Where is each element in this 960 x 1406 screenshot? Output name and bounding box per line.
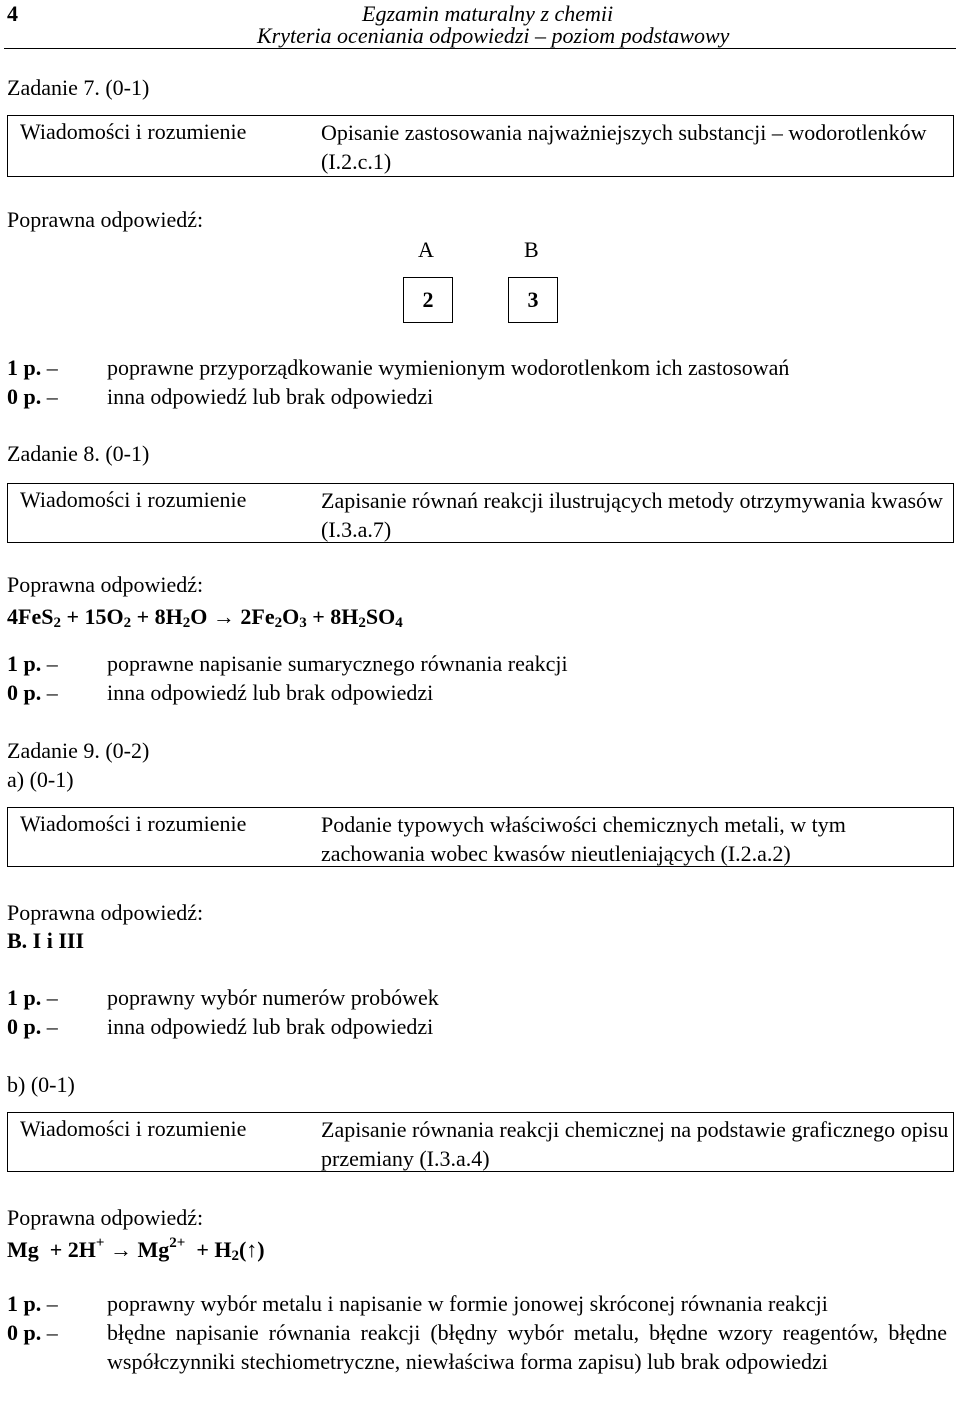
task-9b-desc: Zapisanie równania reakcji chemicznej na podstawie graficznego opisu przemiany (I.3.a.4) bbox=[321, 1117, 949, 1171]
task-7-answer-a-value: 2 bbox=[422, 286, 434, 312]
task-9b-equation: $Mg + 2H^+ \to Mg^{2+}$ + $H_2(↑)$ bbox=[7, 1235, 265, 1264]
task-8-equation: $4FeS_2 + 15O_2 + 8H_2O \to 2Fe_2O_3 + 8H_2SO_4$ bbox=[7, 604, 403, 631]
task-9a-desc: Podanie typowych właściwości chemicznych metali, w tym zachowania wobec kwasów nieutleniających (I.2.a.2) bbox=[321, 812, 846, 866]
task-8-title: Zadanie 8. (0-1) bbox=[7, 441, 150, 466]
task-7-col-a: A bbox=[418, 237, 434, 262]
task-7-desc: Opisanie zastosowania najważniejszych substancji – wodorotlenków (I.2.c.1) bbox=[321, 120, 927, 174]
score-text: inna odpowiedź lub brak odpowiedzi bbox=[107, 1014, 434, 1039]
reaction-arrow: → bbox=[109, 1237, 132, 1262]
task-7-answer-b bbox=[508, 277, 558, 323]
task-9a-score-0: 0 p. – inna odpowiedź lub brak odpowiedzi bbox=[7, 1014, 434, 1039]
task-9-title: Zadanie 9. (0-2) bbox=[7, 738, 150, 763]
score-label: 0 p. bbox=[7, 384, 42, 409]
page-number: 4 bbox=[7, 1, 18, 26]
task-8-info-table bbox=[7, 483, 954, 543]
score-text: poprawny wybór numerów probówek bbox=[107, 985, 439, 1010]
reaction-arrow: → bbox=[212, 604, 235, 629]
task-9a-answer-label: Poprawna odpowiedź: bbox=[7, 900, 204, 925]
task-8-area: Wiadomości i rozumienie bbox=[20, 487, 247, 512]
task-8-desc: Zapisanie równań reakcji ilustrujących metody otrzymywania kwasów (I.3.a.7) bbox=[321, 488, 943, 542]
score-text: inna odpowiedź lub brak odpowiedzi bbox=[107, 680, 434, 705]
task-8-answer-label: Poprawna odpowiedź: bbox=[7, 572, 204, 597]
score-label: 0 p. bbox=[7, 1320, 42, 1345]
task-7-info-table bbox=[7, 115, 954, 177]
score-label: 1 p. bbox=[7, 985, 42, 1010]
header-subtitle: Kryteria oceniania odpowiedzi – poziom podstawowy bbox=[257, 23, 730, 48]
header-rule bbox=[4, 48, 956, 49]
task-9b-area: Wiadomości i rozumienie bbox=[20, 1116, 247, 1141]
task-9b-score-0-label: 0 p. – bbox=[7, 1320, 58, 1345]
score-text: inna odpowiedź lub brak odpowiedzi bbox=[107, 384, 434, 409]
task-9a-score-1: 1 p. – poprawny wybór numerów probówek bbox=[7, 985, 439, 1010]
score-label: 0 p. bbox=[7, 680, 42, 705]
score-label: 1 p. bbox=[7, 1291, 42, 1316]
score-label: 0 p. bbox=[7, 1014, 42, 1039]
task-9a-area: Wiadomości i rozumienie bbox=[20, 811, 247, 836]
task-8-score-1: 1 p. – poprawne napisanie sumarycznego równania reakcji bbox=[7, 651, 568, 676]
task-9b-score-0-text: błędne napisanie równania reakcji (błędny wybór metalu, błędne wzory reagentów, błędne współczynniki stechiometryczne, niewłaściwa forma zapisu) lub brak odpowiedzi bbox=[107, 1320, 947, 1374]
task-9b-info-table bbox=[7, 1112, 954, 1172]
score-label: 1 p. bbox=[7, 651, 42, 676]
task-7-area: Wiadomości i rozumienie bbox=[20, 119, 247, 144]
task-8-score-0: 0 p. – inna odpowiedź lub brak odpowiedzi bbox=[7, 680, 434, 705]
task-7-title: Zadanie 7. (0-1) bbox=[7, 75, 150, 100]
task-9b-answer-label: Poprawna odpowiedź: bbox=[7, 1205, 204, 1230]
task-9a-answer: B. I i III bbox=[7, 928, 85, 953]
task-7-col-b: B bbox=[524, 237, 539, 262]
task-9b-score-1: 1 p. – poprawny wybór metalu i napisanie w formie jonowej skróconej równania reakcji bbox=[7, 1291, 828, 1316]
task-7-score-0: 0 p. – inna odpowiedź lub brak odpowiedzi bbox=[7, 384, 434, 409]
task-9b-title: b) (0-1) bbox=[7, 1072, 75, 1097]
task-9a-info-table bbox=[7, 807, 954, 867]
task-9a-title: a) (0-1) bbox=[7, 767, 74, 792]
score-label: 1 p. bbox=[7, 355, 42, 380]
score-text: poprawne napisanie sumarycznego równania reakcji bbox=[107, 651, 568, 676]
task-7-answer-label: Poprawna odpowiedź: bbox=[7, 207, 204, 232]
task-7-score-1: 1 p. – poprawne przyporządkowanie wymienionym wodorotlenkom ich zastosowań bbox=[7, 355, 790, 380]
score-text: poprawne przyporządkowanie wymienionym wodorotlenkom ich zastosowań bbox=[107, 355, 790, 380]
score-text: poprawny wybór metalu i napisanie w formie jonowej skróconej równania reakcji bbox=[107, 1291, 828, 1316]
task-7-answer-a bbox=[403, 277, 453, 323]
header-title: Egzamin maturalny z chemii bbox=[362, 1, 614, 26]
task-7-answer-b-value: 3 bbox=[527, 286, 539, 312]
